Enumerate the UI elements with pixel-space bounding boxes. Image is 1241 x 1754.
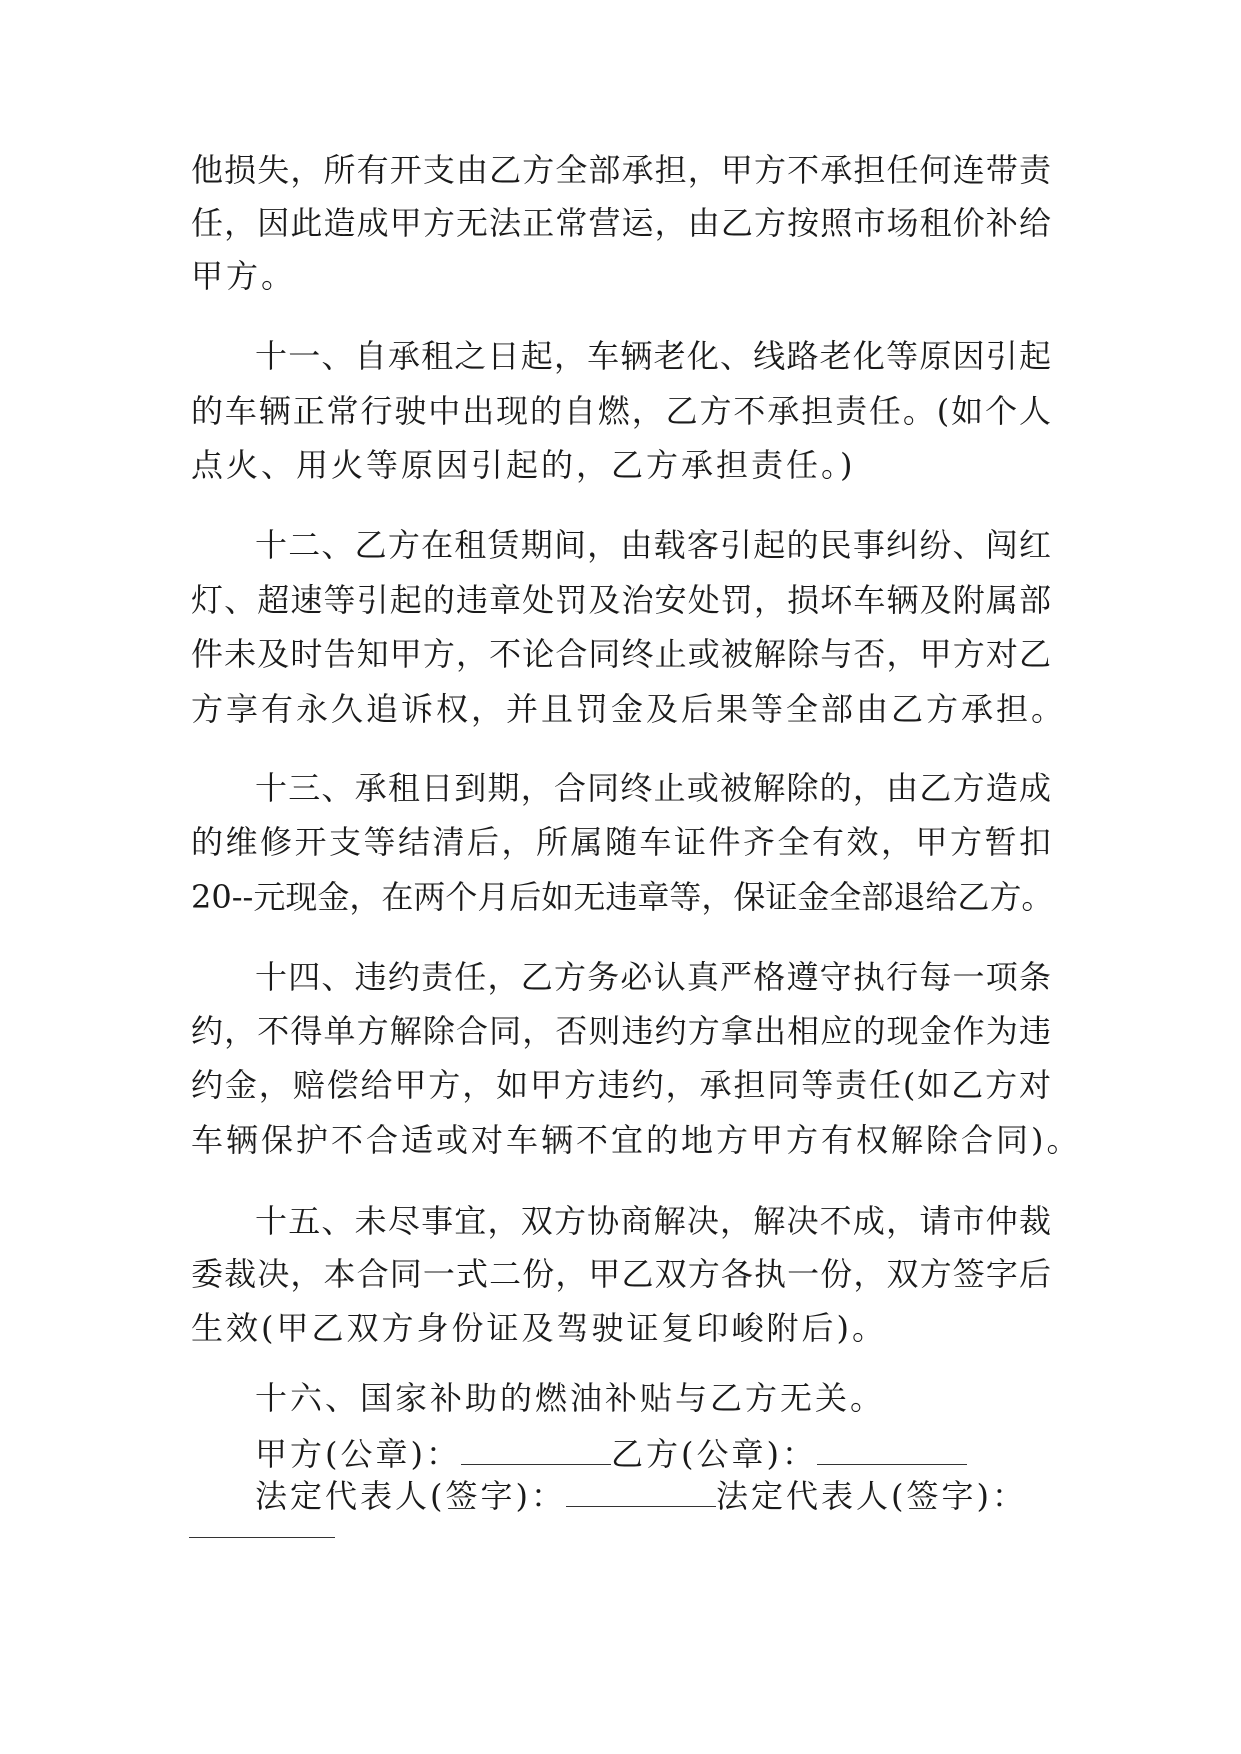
representative-signature-row bbox=[255, 1476, 1051, 1516]
party-a-seal-label: 甲方(公章)： bbox=[255, 1435, 461, 1473]
text-line: 十一、自承租之日起，车辆老化、线路老化等原因引起 bbox=[255, 337, 1051, 375]
text-line: 灯、超速等引起的违章处罚及治安处罚，损坏车辆及附属部 bbox=[191, 581, 1051, 619]
party-b-seal-label: 乙方(公章)： bbox=[610, 1435, 817, 1473]
text-line: 点火、用火等原因引起的，乙方承担责任。) bbox=[191, 446, 856, 484]
text-line: 他损失，所有开支由乙方全部承担，甲方不承担任何连带责 bbox=[191, 151, 1051, 189]
party-b-seal-blank[interactable] bbox=[817, 1434, 967, 1465]
text-line: 十六、国家补助的燃油补贴与乙方无关。 bbox=[255, 1379, 886, 1417]
text-line: 十二、乙方在租赁期间，由载客引起的民事纠纷、闯红 bbox=[255, 526, 1051, 564]
text-line: 任，因此造成甲方无法正常营运，由乙方按照市场租价补给 bbox=[191, 204, 1051, 242]
text-line: 的车辆正常行驶中出现的自燃，乙方不承担责任。(如个人 bbox=[191, 392, 1051, 430]
text-line: 车辆保护不合适或对车辆不宜的地方甲方有权解除合同)。 bbox=[191, 1121, 1082, 1159]
text-line: 甲方。 bbox=[191, 257, 297, 295]
text-line: 件未及时告知甲方，不论合同终止或被解除与否，甲方对乙 bbox=[191, 635, 1051, 673]
seal-signature-row bbox=[255, 1434, 1051, 1474]
text-line: 的维修开支等结清后，所属随车证件齐全有效，甲方暂扣 bbox=[191, 823, 1051, 861]
rep-b-blank[interactable] bbox=[189, 1537, 335, 1538]
text-line: 20--元现金，在两个月后如无违章等，保证金全部退给乙方。 bbox=[191, 878, 1054, 916]
text-line: 约，不得单方解除合同，否则违约方拿出相应的现金作为违 bbox=[191, 1012, 1051, 1050]
party-a-seal-blank[interactable] bbox=[461, 1434, 611, 1465]
rep-b-label: 法定代表人(签字)： bbox=[715, 1477, 1027, 1515]
text-line: 十四、违约责任，乙方务必认真严格遵守执行每一项条 bbox=[255, 958, 1051, 996]
text-line: 方享有永久追诉权，并且罚金及后果等全部由乙方承担。 bbox=[191, 690, 1067, 728]
text-line: 委裁决，本合同一式二份，甲乙双方各执一份，双方签字后 bbox=[191, 1255, 1051, 1293]
rep-a-blank[interactable] bbox=[566, 1476, 716, 1507]
rep-a-label: 法定代表人(签字)： bbox=[255, 1477, 566, 1515]
text-line: 十五、未尽事宜，双方协商解决，解决不成，请市仲裁 bbox=[255, 1202, 1051, 1240]
text-line: 生效(甲乙双方身份证及驾驶证复印峻附后)。 bbox=[191, 1309, 887, 1347]
text-line: 约金，赔偿给甲方，如甲方违约，承担同等责任(如乙方对 bbox=[191, 1066, 1051, 1104]
text-line: 十三、承租日到期，合同终止或被解除的，由乙方造成 bbox=[255, 769, 1051, 807]
